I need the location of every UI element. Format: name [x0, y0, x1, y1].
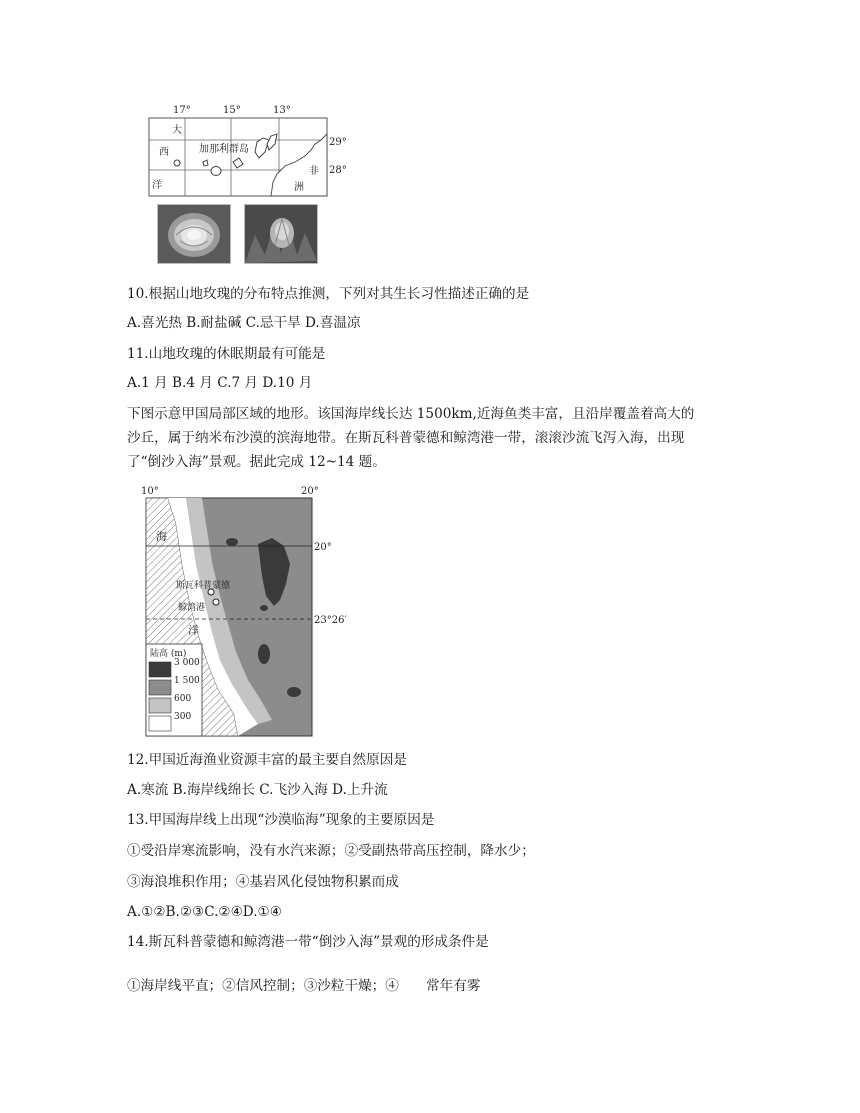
sea-char-2: 洋 [188, 624, 199, 637]
africa-char-1: 非 [309, 166, 319, 177]
ocean-char-3: 洋 [152, 180, 162, 191]
q12-question: 12.甲国近海渔业资源丰富的最主要自然原因是 [127, 752, 407, 768]
q13-item-1: ①受沿岸寒流影响，没有水汽来源；②受副热带高压控制，降水少； [127, 843, 535, 859]
lon-label-20: 20° [301, 486, 319, 497]
legend-value-600: 600 [174, 694, 192, 704]
island-4 [174, 160, 180, 166]
namibia-terrain-map [138, 484, 363, 740]
q12-options: A.寒流 B.海岸线绵长 C.飞沙入海 D.上升流 [127, 782, 388, 798]
q10-question: 10.根据山地玫瑰的分布特点推测，下列对其生长习性描述正确的是 [127, 286, 530, 302]
mountain-rose-photo-2 [244, 204, 318, 264]
legend-value-1500: 1 500 [174, 676, 200, 686]
q13-item-2: ③海浪堆积作用；④基岩风化侵蚀物积累而成 [127, 874, 399, 890]
ocean-char-1: 大 [172, 125, 182, 136]
mountain-rose-photo-1 [157, 204, 231, 264]
lat-label-tropic: 23°26′ [314, 615, 347, 626]
q14-question: 14.斯瓦科普蒙德和鲸湾港一带“倒沙入海”景观的形成条件是 [127, 934, 489, 950]
canary-islands-map [145, 100, 355, 200]
q14-items: ①海岸线平直；②信风控制；③沙粒干燥；④ 常年有雾 [127, 978, 481, 994]
lon-label-15: 15° [223, 105, 241, 116]
lat-label-20: 20° [314, 542, 332, 553]
lon-label-17: 17° [173, 105, 191, 116]
town-label-swakopmund: 斯瓦科普蒙德 [176, 581, 231, 591]
lat-label-28: 28° [329, 165, 347, 176]
africa-char-2: 洲 [294, 182, 304, 193]
intro-line-1: 下图示意甲国局部区域的地形。该国海岸线长达 1500km,近海鱼类丰富，且沿岸覆盖着高大的 [127, 406, 695, 422]
lon-label-10: 10° [141, 486, 159, 497]
q13-question: 13.甲国海岸线上出现“沙漠临海”现象的主要原因是 [127, 812, 435, 828]
island-3 [211, 167, 221, 176]
town-marker-walvis-bay [213, 599, 219, 605]
legend-value-300: 300 [174, 712, 192, 722]
islands-label: 加那利群岛 [199, 144, 249, 155]
town-label-walvis-bay: 鲸湾港 [178, 603, 206, 613]
q11-question: 11.山地玫瑰的休眠期最有可能是 [127, 346, 326, 362]
sea-char-1: 海 [156, 530, 167, 543]
lat-label-29: 29° [329, 137, 347, 148]
legend-title: 陆高 (m) [150, 649, 187, 659]
intro-line-3: 了“倒沙入海”景观。据此完成 12~14 题。 [127, 454, 386, 470]
q13-options: A.①②B.②③C.②④D.①④ [127, 904, 282, 920]
q11-options: A.1 月 B.4 月 C.7 月 D.10 月 [127, 375, 313, 391]
ocean-char-2: 西 [159, 147, 169, 158]
legend-value-3000: 3 000 [174, 658, 200, 668]
q10-options: A.喜光热 B.耐盐碱 C.忌干旱 D.喜温凉 [127, 315, 361, 331]
intro-line-2: 沙丘，属于纳米布沙漠的滨海地带。在斯瓦科普蒙德和鲸湾港一带，滚滚沙流飞泻入海，出现 [127, 430, 685, 446]
lon-label-13: 13° [273, 105, 291, 116]
